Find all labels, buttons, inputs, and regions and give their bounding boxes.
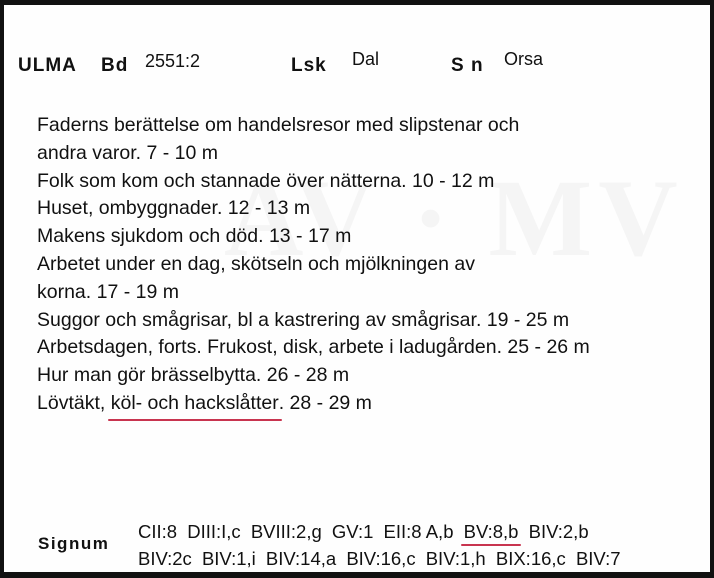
entry-line-last [37, 390, 707, 418]
signum-row-2 [138, 548, 621, 570]
entry-line: Arbetsdagen, forts. Frukost, disk, arbete i ladugården. 25 - 26 m [37, 336, 590, 359]
entry-prefix: Lövtäkt, [37, 391, 111, 414]
socken-label: S n [451, 55, 484, 76]
volume-label: Bd [101, 55, 129, 76]
signum-code-underlined: BV:8,b [463, 521, 519, 542]
entry-line: andra varor. 7 - 10 m [37, 141, 219, 164]
signum-label: Signum [38, 534, 110, 553]
landskap-value: Dal [352, 49, 380, 69]
signum-code: BIV:2,b [528, 521, 589, 542]
signum-code: BIV:1,h [425, 548, 486, 569]
signum-code: BIX:16,c [495, 548, 566, 569]
entry-line: Makens sjukdom och död. 13 - 17 m [37, 225, 352, 248]
content-list [37, 112, 707, 418]
entry-line: Faderns berättelse om handelsresor med slipstenar och [37, 114, 520, 136]
landskap-label: Lsk [291, 55, 327, 76]
entry-line: Hur man gör brässelbytta. 26 - 28 m [37, 364, 350, 387]
signum-code: BIV:7 [575, 548, 621, 569]
signum-row-1 [138, 521, 589, 543]
signum-code: EII:8 A,b [383, 521, 454, 542]
entry-suffix: . 28 - 29 m [278, 391, 372, 414]
signum-code: BIV:14,a [265, 548, 337, 569]
signum-code: BIV:1,i [201, 548, 256, 569]
signum-code: DIII:I,c [187, 521, 241, 542]
underlined-term: köl- och hackslåtter [111, 390, 279, 418]
entry-line: Huset, ombyggnader. 12 - 13 m [37, 197, 311, 220]
signum-code: BIV:2c [138, 548, 192, 569]
archive-label: ULMA [18, 55, 77, 76]
signum-code: CII:8 [138, 521, 178, 542]
socken-value: Orsa [504, 49, 544, 69]
entry-line: korna. 17 - 19 m [37, 280, 179, 303]
signum-code: BVIII:2,g [250, 521, 322, 542]
signum-code: BIV:16,c [346, 548, 416, 569]
entry-line: Folk som kom och stannade över nätterna. 10 - 12 m [37, 169, 495, 192]
entry-line: Suggor och smågrisar, bl a kastrering av smågrisar. 19 - 25 m [37, 308, 570, 331]
record-number: 2551:2 [145, 51, 201, 71]
entry-line: Arbetet under en dag, skötseln och mjölkningen av [37, 252, 475, 275]
signum-code: GV:1 [331, 521, 374, 542]
